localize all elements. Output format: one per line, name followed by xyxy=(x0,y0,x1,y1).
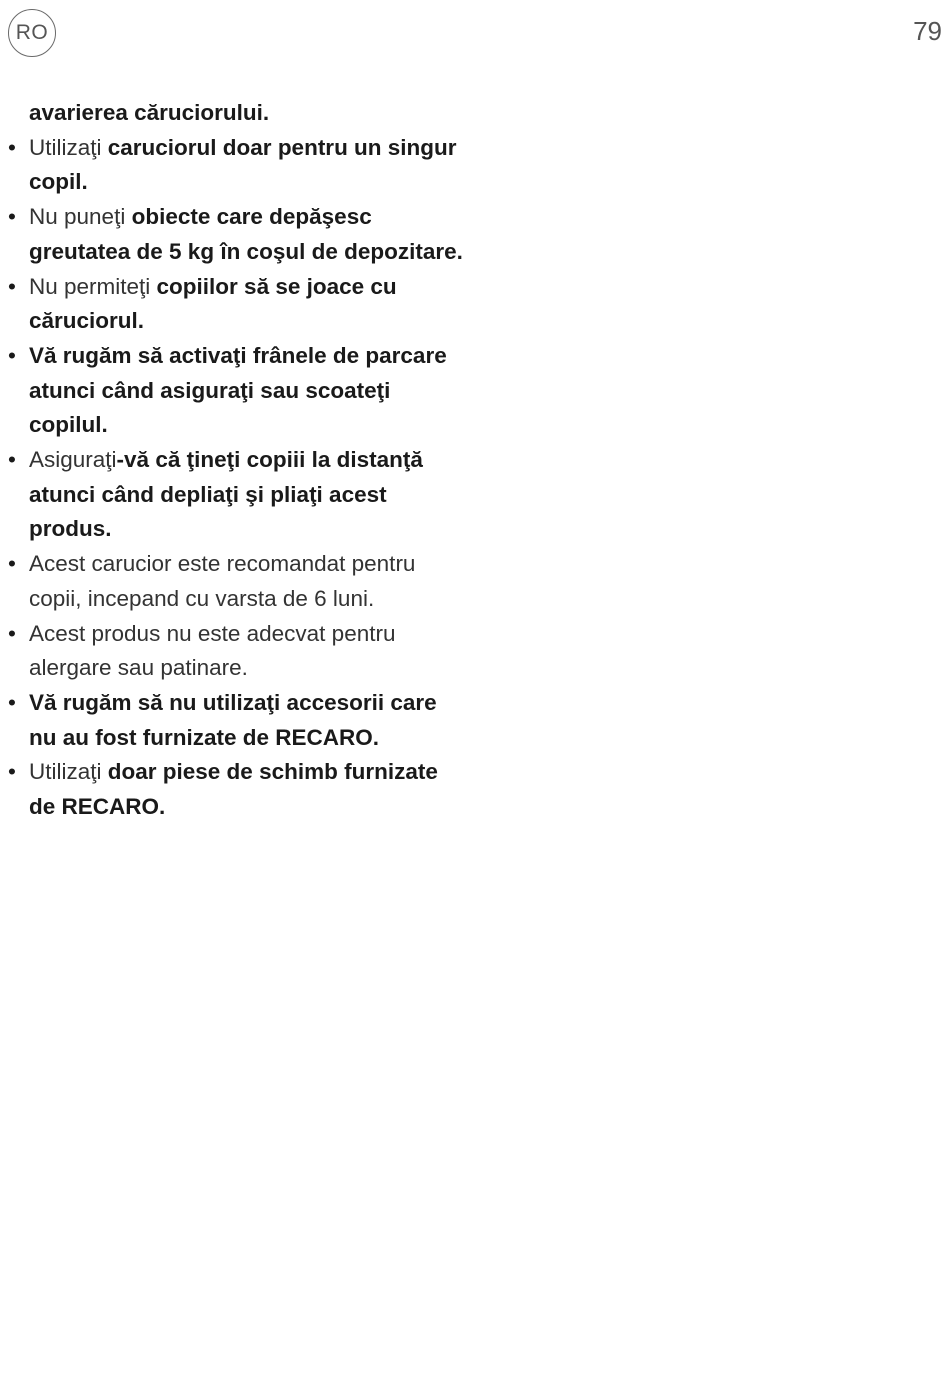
bullet-icon: • xyxy=(8,551,16,577)
list-item xyxy=(8,131,468,200)
list-item xyxy=(8,547,468,616)
bullet-icon: • xyxy=(8,620,16,646)
item-text: copiilor să se joace cu căruciorul. xyxy=(29,273,397,334)
item-text: obiecte care depăşesc greutatea de 5 kg în coşul de depozitare. xyxy=(29,204,463,264)
bullet-icon: • xyxy=(8,342,16,368)
list-item xyxy=(8,339,468,443)
item-lead: Acest carucior este recomandat pentru copii, incepand cu varsta de 6 luni. xyxy=(29,551,416,611)
list-item xyxy=(8,200,468,269)
item-text: doar piese de schimb furnizate de RECARO. xyxy=(29,759,438,820)
item-text: caruciorul doar pentru un singur copil. xyxy=(29,134,457,195)
bullet-icon: • xyxy=(8,273,16,299)
list-item xyxy=(8,270,468,339)
list-item xyxy=(8,686,468,755)
list-item xyxy=(8,617,468,686)
item-lead: Utilizaţi xyxy=(29,134,102,160)
bullet-icon: • xyxy=(8,447,16,473)
bullet-icon: • xyxy=(8,759,16,785)
language-badge: RO xyxy=(8,9,56,57)
item-lead: Nu puneţi xyxy=(29,204,126,230)
item-text: Vă rugăm să nu utilizaţi accesorii care nu au fost furnizate de RECARO. xyxy=(29,689,437,750)
item-lead: Acest produs nu este adecvat pentru alergare sau patinare. xyxy=(29,620,396,681)
page-number: 79 xyxy=(913,16,942,46)
item-lead: Nu permiteţi xyxy=(29,273,151,299)
bullet-icon: • xyxy=(8,134,16,160)
list-item xyxy=(8,443,468,547)
item-text: -vă că ţineţi copiii la distanţă atunci când depliaţi şi pliaţi acest produs. xyxy=(29,447,423,542)
bullet-icon: • xyxy=(8,689,16,715)
item-lead: Utilizaţi xyxy=(29,759,102,785)
list-item xyxy=(8,755,468,824)
item-lead: Asiguraţi xyxy=(29,447,117,473)
safety-instructions xyxy=(8,96,468,825)
item-text: Vă rugăm să activaţi frânele de parcare atunci când asiguraţi sau scoateţi copilul. xyxy=(29,342,447,438)
continuation-text: avarierea căruciorului. xyxy=(29,100,270,125)
instruction-list xyxy=(8,131,468,825)
bullet-icon: • xyxy=(8,204,16,230)
